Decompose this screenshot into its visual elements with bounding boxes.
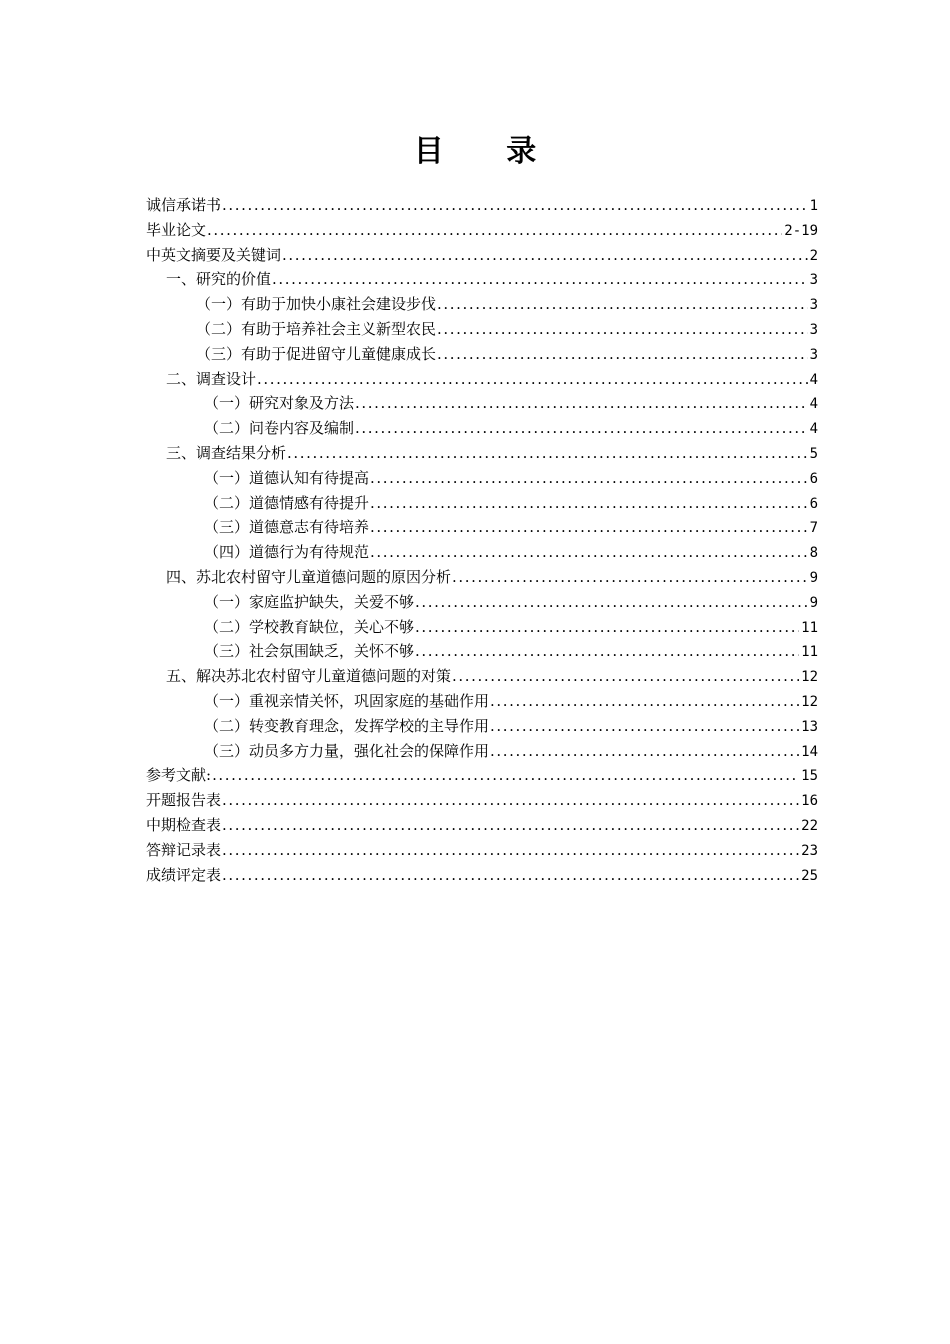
toc-entry[interactable] bbox=[146, 342, 818, 367]
page-title: 目 录 bbox=[413, 134, 563, 169]
toc-entry[interactable] bbox=[146, 292, 818, 317]
toc-entry[interactable] bbox=[146, 813, 818, 838]
toc-entry-label: （四）道德行为有待规范 bbox=[204, 543, 370, 562]
toc-entry-page-number: 4 bbox=[809, 396, 818, 413]
toc-entry-label: 一、研究的价值 bbox=[166, 270, 272, 289]
toc-entry-page-number: 7 bbox=[809, 520, 818, 537]
toc-entry-page-number: 1 bbox=[809, 198, 818, 214]
toc-leader-dots bbox=[437, 292, 808, 317]
table-of-contents bbox=[146, 193, 818, 887]
toc-entry-page-number: 4 bbox=[809, 371, 818, 388]
toc-entry-page-number: 16 bbox=[801, 793, 818, 810]
toc-entry-page-number: 13 bbox=[801, 718, 818, 735]
toc-entry-page-number: 2-19 bbox=[784, 222, 818, 239]
toc-entry-page-number: 6 bbox=[809, 470, 818, 487]
toc-entry-page-number: 2 bbox=[809, 247, 818, 264]
toc-entry-page-number: 4 bbox=[809, 421, 818, 438]
toc-entry-page-number: 11 bbox=[801, 644, 818, 661]
toc-entry[interactable] bbox=[146, 367, 818, 392]
toc-leader-dots bbox=[370, 466, 808, 491]
toc-leader-dots bbox=[370, 540, 808, 565]
toc-entry-label: 五、解决苏北农村留守儿童道德问题的对策 bbox=[166, 667, 452, 686]
toc-entry-label: 答辩记录表 bbox=[146, 840, 222, 859]
toc-entry-page-number: 3 bbox=[809, 272, 818, 289]
toc-entry[interactable] bbox=[146, 491, 818, 516]
toc-entry[interactable] bbox=[146, 540, 818, 565]
toc-entry[interactable] bbox=[146, 218, 818, 243]
toc-entry-label: （一）重视亲情关怀，巩固家庭的基础作用 bbox=[204, 691, 490, 710]
toc-leader-dots bbox=[282, 243, 808, 268]
toc-leader-dots bbox=[490, 714, 799, 739]
toc-entry-label: 毕业论文 bbox=[146, 220, 207, 239]
toc-entry[interactable] bbox=[146, 590, 818, 615]
toc-entry-label: （三）社会氛围缺乏，关怀不够 bbox=[204, 642, 415, 661]
toc-entry-page-number: 22 bbox=[801, 817, 818, 834]
toc-leader-dots bbox=[222, 788, 799, 813]
toc-entry[interactable] bbox=[146, 515, 818, 540]
toc-leader-dots bbox=[212, 763, 799, 788]
toc-entry-page-number: 3 bbox=[809, 346, 818, 363]
toc-entry-page-number: 5 bbox=[809, 445, 818, 462]
toc-leader-dots bbox=[222, 838, 799, 863]
toc-entry[interactable] bbox=[146, 739, 818, 764]
toc-entry-page-number: 3 bbox=[809, 297, 818, 314]
toc-entry[interactable] bbox=[146, 466, 818, 491]
toc-entry-label: （二）道德情感有待提升 bbox=[204, 493, 370, 512]
toc-leader-dots bbox=[207, 218, 782, 243]
toc-leader-dots bbox=[222, 863, 799, 888]
toc-entry-label: （一）研究对象及方法 bbox=[204, 394, 355, 413]
toc-entry[interactable] bbox=[146, 689, 818, 714]
toc-entry-page-number: 6 bbox=[809, 495, 818, 512]
toc-entry-label: （一）有助于加快小康社会建设步伐 bbox=[196, 295, 437, 314]
toc-entry[interactable] bbox=[146, 863, 818, 888]
toc-leader-dots bbox=[490, 739, 799, 764]
toc-entry-page-number: 11 bbox=[801, 619, 818, 636]
toc-entry[interactable] bbox=[146, 565, 818, 590]
toc-entry-label: 参考文献: bbox=[146, 766, 212, 785]
toc-entry-label: （三）道德意志有待培养 bbox=[204, 518, 370, 537]
toc-entry[interactable] bbox=[146, 838, 818, 863]
toc-entry-page-number: 12 bbox=[801, 669, 818, 686]
toc-entry[interactable] bbox=[146, 391, 818, 416]
toc-entry[interactable] bbox=[146, 416, 818, 441]
toc-entry-page-number: 14 bbox=[801, 743, 818, 760]
toc-entry-page-number: 9 bbox=[809, 569, 818, 586]
toc-entry[interactable] bbox=[146, 615, 818, 640]
toc-entry-label: （三）动员多方力量，强化社会的保障作用 bbox=[204, 741, 490, 760]
toc-leader-dots bbox=[415, 639, 799, 664]
toc-entry-label: （二）问卷内容及编制 bbox=[204, 419, 355, 438]
toc-entry-label: 成绩评定表 bbox=[146, 865, 222, 884]
toc-entry[interactable] bbox=[146, 441, 818, 466]
toc-entry-label: 中英文摘要及关键词 bbox=[146, 245, 282, 264]
toc-entry-label: （三）有助于促进留守儿童健康成长 bbox=[196, 344, 437, 363]
toc-entry[interactable] bbox=[146, 243, 818, 268]
toc-entry-label: 四、苏北农村留守儿童道德问题的原因分析 bbox=[166, 567, 452, 586]
toc-entry[interactable] bbox=[146, 317, 818, 342]
toc-entry-label: 诚信承诺书 bbox=[146, 196, 222, 214]
toc-entry-label: 开题报告表 bbox=[146, 791, 222, 810]
toc-entry[interactable] bbox=[146, 267, 818, 292]
toc-leader-dots bbox=[415, 590, 808, 615]
toc-entry-label: （一）家庭监护缺失，关爱不够 bbox=[204, 592, 415, 611]
toc-entry-label: 中期检查表 bbox=[146, 815, 222, 834]
toc-leader-dots bbox=[257, 367, 808, 392]
toc-entry-label: 三、调查结果分析 bbox=[166, 443, 287, 462]
toc-leader-dots bbox=[222, 193, 808, 218]
toc-leader-dots bbox=[437, 317, 808, 342]
toc-leader-dots bbox=[272, 267, 808, 292]
toc-entry-label: （二）转变教育理念，发挥学校的主导作用 bbox=[204, 716, 490, 735]
toc-entry-page-number: 3 bbox=[809, 321, 818, 338]
toc-entry-page-number: 8 bbox=[809, 545, 818, 562]
toc-entry[interactable] bbox=[146, 193, 818, 218]
toc-entry[interactable] bbox=[146, 763, 818, 788]
toc-leader-dots bbox=[415, 615, 799, 640]
toc-leader-dots bbox=[287, 441, 808, 466]
toc-entry-label: （二）学校教育缺位，关心不够 bbox=[204, 617, 415, 636]
toc-leader-dots bbox=[355, 391, 808, 416]
toc-entry[interactable] bbox=[146, 639, 818, 664]
toc-leader-dots bbox=[370, 491, 808, 516]
toc-leader-dots bbox=[370, 515, 808, 540]
toc-entry-page-number: 25 bbox=[801, 867, 818, 884]
toc-entry-page-number: 23 bbox=[801, 842, 818, 859]
toc-leader-dots bbox=[452, 565, 808, 590]
toc-entry-label: （一）道德认知有待提高 bbox=[204, 468, 370, 487]
toc-entry-label: 二、调查设计 bbox=[166, 369, 257, 388]
toc-entry[interactable] bbox=[146, 664, 818, 689]
toc-leader-dots bbox=[452, 664, 799, 689]
toc-entry-page-number: 9 bbox=[809, 594, 818, 611]
toc-leader-dots bbox=[222, 813, 799, 838]
toc-entry-label: （二）有助于培养社会主义新型农民 bbox=[196, 319, 437, 338]
toc-entry-page-number: 15 bbox=[801, 768, 818, 785]
toc-leader-dots bbox=[437, 342, 808, 367]
toc-entry-page-number: 12 bbox=[801, 693, 818, 710]
toc-entry[interactable] bbox=[146, 788, 818, 813]
toc-leader-dots bbox=[355, 416, 808, 441]
toc-leader-dots bbox=[490, 689, 799, 714]
toc-entry[interactable] bbox=[146, 714, 818, 739]
